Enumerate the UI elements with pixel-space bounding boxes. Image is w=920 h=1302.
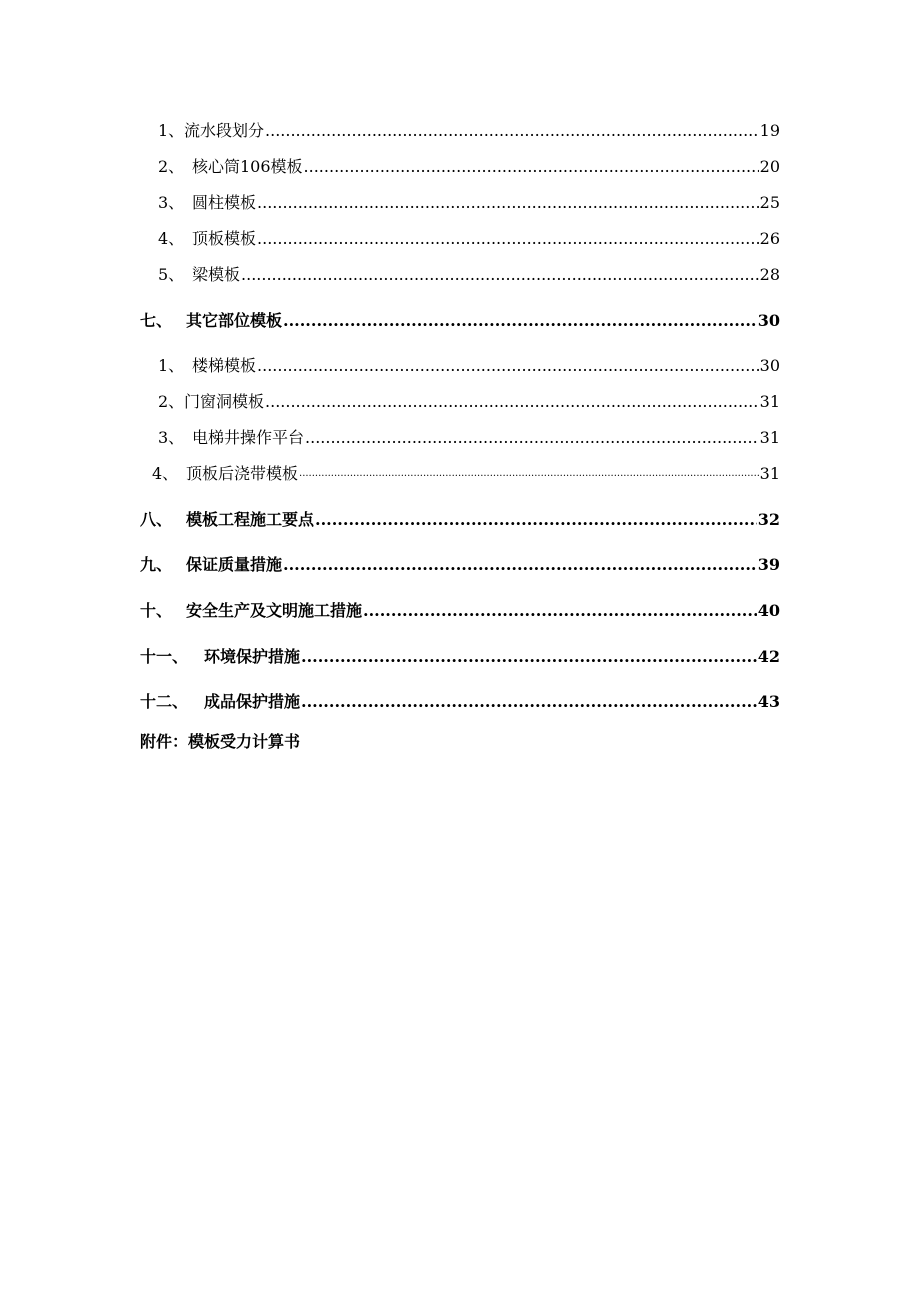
toc-chapter-number: 八、 xyxy=(140,510,173,529)
toc-entry[interactable] xyxy=(140,423,780,449)
toc-leader-dots xyxy=(363,600,757,622)
toc-chapter[interactable] xyxy=(140,550,780,576)
toc-chapter-number: 十、 xyxy=(140,601,173,620)
toc-entry-number: 2、 xyxy=(158,157,185,176)
toc-leader-dots xyxy=(241,264,759,286)
toc-chapter[interactable] xyxy=(140,505,780,531)
toc-leader-dots xyxy=(257,192,759,214)
toc-chapter-page: 42 xyxy=(757,647,780,666)
toc-entry[interactable] xyxy=(140,224,780,250)
toc-entry[interactable] xyxy=(140,387,780,413)
toc-chapter-page: 40 xyxy=(757,601,780,620)
toc-chapter-number: 十二、 xyxy=(140,692,189,711)
toc-leader-dots xyxy=(304,156,759,178)
toc-entry-page: 20 xyxy=(759,157,780,176)
toc-chapter-page: 43 xyxy=(757,692,780,711)
toc-entry-number: 2、 xyxy=(158,392,185,411)
toc-chapter-page: 39 xyxy=(757,555,780,574)
toc-entry[interactable] xyxy=(140,260,780,286)
toc-entry-number: 1、 xyxy=(158,121,185,140)
toc-entry-page: 26 xyxy=(759,229,780,248)
toc-entry-title: 圆柱模板 xyxy=(192,193,257,212)
toc-chapter-title: 保证质量措施 xyxy=(186,555,283,574)
toc-entry-title: 流水段划分 xyxy=(184,121,265,140)
toc-chapter-number: 七、 xyxy=(140,311,173,330)
toc-entry-title: 梁模板 xyxy=(192,265,241,284)
toc-entry[interactable] xyxy=(140,459,780,485)
toc-leader-dots xyxy=(315,509,757,531)
toc-chapter-page: 30 xyxy=(757,311,780,330)
toc-entry-page: 19 xyxy=(759,121,780,140)
toc-entry-number: 4、 xyxy=(152,464,179,483)
toc-chapter[interactable] xyxy=(140,687,780,713)
toc-chapter-number: 九、 xyxy=(140,555,173,574)
toc-entry[interactable] xyxy=(140,188,780,214)
toc-entry-page: 31 xyxy=(759,392,780,411)
toc-entry-number: 3、 xyxy=(158,428,185,447)
toc-entry-number: 3、 xyxy=(158,193,185,212)
toc-chapter-title: 其它部位模板 xyxy=(186,311,283,330)
toc-chapter-title: 成品保护措施 xyxy=(204,692,301,711)
toc-chapter-number: 十一、 xyxy=(140,647,189,666)
toc-chapter-page: 32 xyxy=(757,510,780,529)
toc-entry-title: 门窗洞模板 xyxy=(184,392,265,411)
toc-entry-page: 25 xyxy=(759,193,780,212)
toc-chapter-title: 安全生产及文明施工措施 xyxy=(186,601,363,620)
toc-leader-dots xyxy=(265,120,759,142)
toc-entry-title: 楼梯模板 xyxy=(192,356,257,375)
toc-chapter[interactable] xyxy=(140,642,780,668)
toc-leader-dots xyxy=(283,554,757,576)
toc-leader-dots xyxy=(265,391,759,413)
toc-leader-dots xyxy=(305,427,759,449)
toc-leader-dots xyxy=(257,228,759,250)
toc-leader-dots xyxy=(283,310,757,332)
toc-chapter-title: 环境保护措施 xyxy=(204,647,301,666)
toc-entry-title: 电梯井操作平台 xyxy=(192,428,305,447)
toc-chapter[interactable] xyxy=(140,306,780,332)
toc-entry-page: 28 xyxy=(759,265,780,284)
toc-leader-dots xyxy=(299,463,759,485)
toc-leader-dots xyxy=(301,691,757,713)
toc-chapter-title: 模板工程施工要点 xyxy=(186,510,315,529)
toc-entry-page: 31 xyxy=(759,464,780,483)
toc-entry-number: 4、 xyxy=(158,229,185,248)
toc-entry-number: 5、 xyxy=(158,265,185,284)
toc-entry[interactable] xyxy=(140,152,780,178)
toc-entry-page: 31 xyxy=(759,428,780,447)
toc-entry-number: 1、 xyxy=(158,356,185,375)
toc-chapter[interactable] xyxy=(140,596,780,622)
toc-entry-title: 核心筒106模板 xyxy=(192,157,303,176)
toc-entry[interactable] xyxy=(140,116,780,142)
toc-leader-dots xyxy=(301,646,757,668)
toc-entry-page: 30 xyxy=(759,356,780,375)
toc-entry-title: 顶板模板 xyxy=(192,229,257,248)
toc-entry-title: 顶板后浇带模板 xyxy=(186,464,299,483)
toc-entry[interactable] xyxy=(140,351,780,377)
toc-appendix[interactable]: 附件：模板受力计算书 xyxy=(140,732,301,751)
toc-leader-dots xyxy=(257,355,759,377)
